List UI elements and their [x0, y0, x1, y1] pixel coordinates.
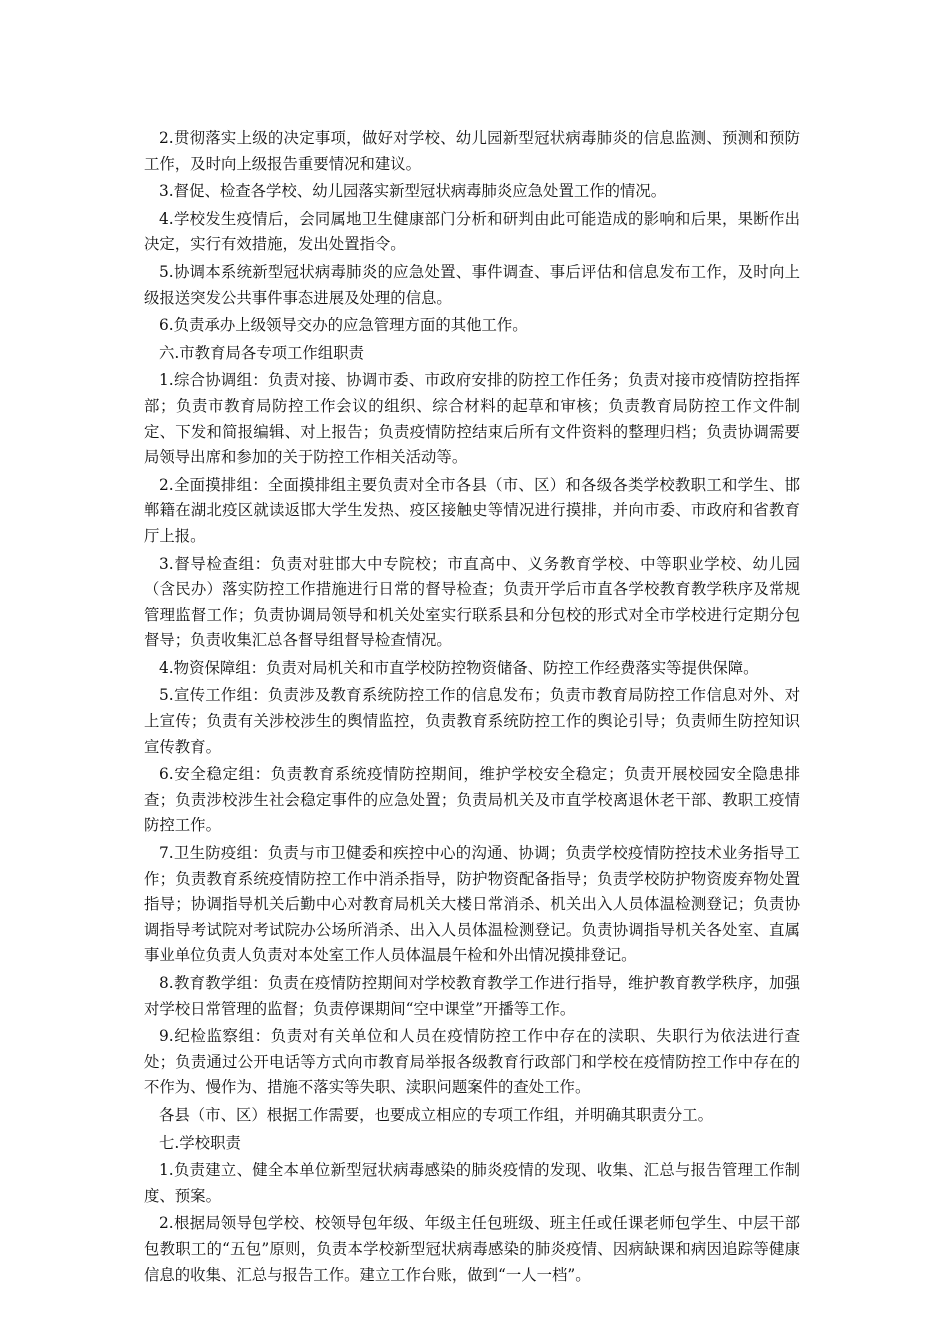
document-body	[144, 126, 800, 1290]
paragraph: 3.督促、检查各学校、幼儿园落实新型冠状病毒肺炎应急处置工作的情况。	[159, 182, 667, 201]
paragraph: 4.学校发生疫情后，会同属地卫生健康部门分析和研判由此可能造成的影响和后果，果断作出决定，实行有效措施，发出处置指令。	[144, 209, 800, 254]
paragraph: 2.根据局领导包学校、校领导包年级、年级主任包班级、班主任或任课老师包学生、中层干部包教职工的“五包”原则，负责本学校新型冠状病毒感染的肺炎疫情、因病缺课和病因追踪等健康信息的收集、汇总与报告工作。建立工作台账，做到“一人一档”。	[144, 1214, 800, 1284]
paragraph: 各县（市、区）根据工作需要，也要成立相应的专项工作组，并明确其职责分工。	[159, 1105, 714, 1124]
paragraph: 2.全面摸排组：全面摸排组主要负责对全市各县（市、区）和各级各类学校教职工和学生、邯郸籍在湖北疫区就读返邯大学生发热、疫区接触史等情况进行摸排，并向市委、市政府和省教育厅上报。	[144, 475, 800, 545]
paragraph: 6.负责承办上级领导交办的应急管理方面的其他工作。	[159, 316, 528, 335]
paragraph: 5.宣传工作组：负责涉及教育系统防控工作的信息发布；负责市教育局防控工作信息对外、对上宣传；负责有关涉校涉生的舆情监控，负责教育系统防控工作的舆论引导；负责师生防控知识宣传教育。	[144, 686, 800, 756]
paragraph: 1.综合协调组：负责对接、协调市委、市政府安排的防控工作任务；负责对接市疫情防控指挥部；负责市教育局防控工作会议的组织、综合材料的起草和审核；负责教育局防控工作文件制定、下发和简报编辑、对上报告；负责疫情防控结束后所有文件资料的整理归档；负责协调需要局领导出席和参加的关于防控工作相关活动等。	[144, 371, 800, 467]
paragraph: 7.卫生防疫组：负责与市卫健委和疾控中心的沟通、协调；负责学校疫情防控技术业务指导工作；负责教育系统疫情防控工作中消杀指导，防护物资配备指导；负责学校防护物资废弃物处置指导；协调指导机关后勤中心对教育局机关大楼日常消杀、机关出入人员体温检测登记；负责协调指导考试院对考试院办公场所消杀、出入人员体温检测登记。负责协调指导机关各处室、直属事业单位负责人负责对本处室工作人员体温晨午检和外出情况摸排登记。	[144, 844, 800, 965]
paragraph: 2.贯彻落实上级的决定事项，做好对学校、幼儿园新型冠状病毒肺炎的信息监测、预测和预防工作，及时向上级报告重要情况和建议。	[144, 129, 800, 173]
section-heading: 六.市教育局各专项工作组职责	[159, 343, 364, 362]
paragraph: 8.教育教学组：负责在疫情防控期间对学校教育教学工作进行指导，维护教育教学秩序，加强对学校日常管理的监督；负责停课期间“空中课堂”开播等工作。	[144, 974, 800, 1018]
paragraph: 4.物资保障组：负责对局机关和市直学校防控物资储备、防控工作经费落实等提供保障。	[159, 658, 759, 677]
paragraph: 5.协调本系统新型冠状病毒肺炎的应急处置、事件调查、事后评估和信息发布工作，及时向上级报送突发公共事件事态进展及处理的信息。	[144, 262, 800, 307]
section-heading: 七.学校职责	[159, 1133, 241, 1152]
paragraph: 1.负责建立、健全本单位新型冠状病毒感染的肺炎疫情的发现、收集、汇总与报告管理工作制度、预案。	[144, 1161, 800, 1205]
paragraph: 9.纪检监察组：负责对有关单位和人员在疫情防控工作中存在的渎职、失职行为依法进行查处；负责通过公开电话等方式向市教育局举报各级教育行政部门和学校在疫情防控工作中存在的不作为、慢作为、措施不落实等失职、渎职问题案件的查处工作。	[144, 1027, 800, 1097]
paragraph: 6.安全稳定组：负责教育系统疫情防控期间，维护学校安全稳定；负责开展校园安全隐患排查；负责涉校涉生社会稳定事件的应急处置；负责局机关及市直学校离退休老干部、教职工疫情防控工作。	[144, 765, 800, 835]
paragraph: 3.督导检查组：负责对驻邯大中专院校；市直高中、义务教育学校、中等职业学校、幼儿园（含民办）落实防控工作措施进行日常的督导检查；负责开学后市直各学校教育教学秩序及常规管理监督工作；负责协调局领导和机关处室实行联系县和分包校的形式对全市学校进行定期分包督导；负责收集汇总各督导组督导检查情况。	[144, 554, 800, 650]
